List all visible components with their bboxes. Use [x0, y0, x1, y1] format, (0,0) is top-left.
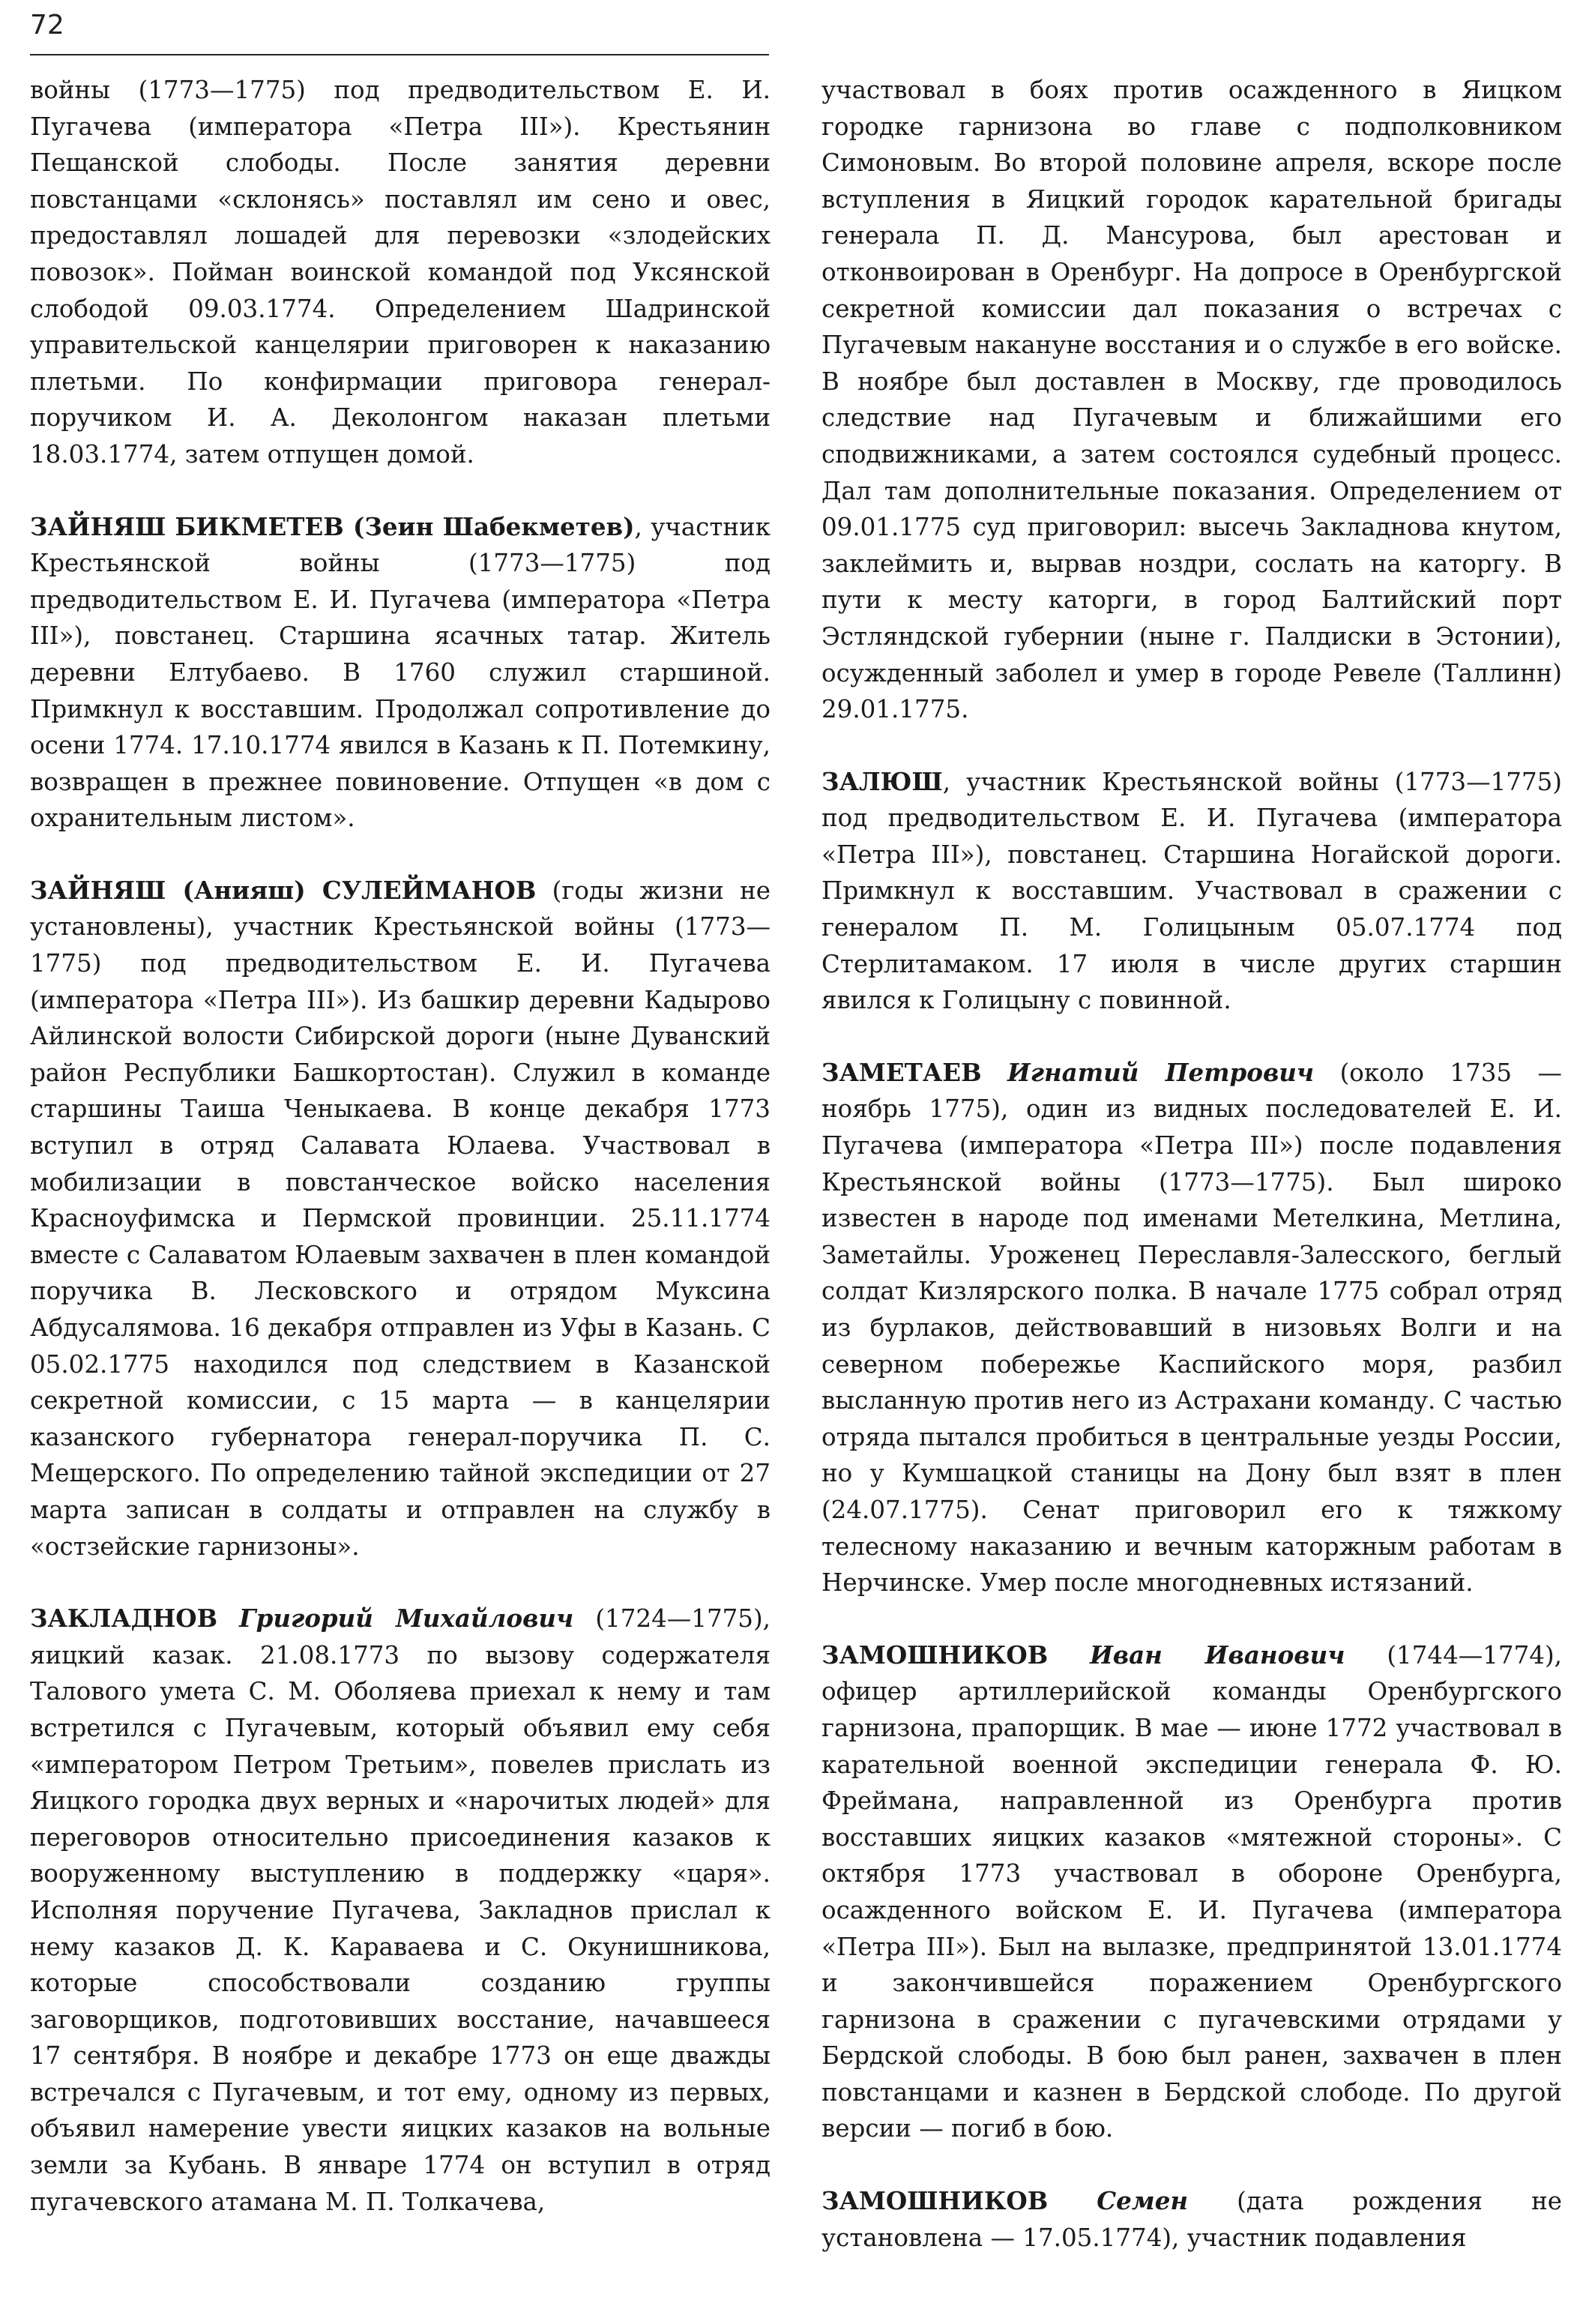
entry-headword: ЗАЙНЯШ БИКМЕТЕВ (Зеин Шабекметев)	[30, 511, 635, 541]
entry-body: (дата рождения не установлена — 17.05.1774), участник подавления	[821, 2187, 1562, 2252]
dictionary-entry	[821, 1637, 1562, 2147]
entry-body: войны (1773—1775) под предводительством Е. И. Пугачева (императора «Петра III»). Крестьянин Пещанской слободы. После занятия деревни повстанцами «склонясь» поставлял им сено и овес, предоставлял лошадей для перевозки «злодейских повозок». Пойман воинской командой под Уксянской слободой 09.03.1774. Определением Шадринской управительской канцелярии приговорен к наказанию плетьми. По конфирмации приговора генерал-поручиком И. А. Деколонгом наказан плетьми 18.03.1774, затем отпущен домой.	[30, 76, 771, 469]
entry-headword: ЗАМЕТАЕВ	[821, 1057, 982, 1087]
entry-headword: ЗАЛЮШ	[821, 766, 943, 796]
dictionary-entry	[30, 1601, 771, 2220]
entry-body: участник Крестьянской войны (1773—1775) под предводительством Е. И. Пугачева (императора «Петра III»), повстанец. Старшина Ногайской дороги. Примкнул к восставшим. Участвовал в сражении с генералом П. М. Голицыным 05.07.1774 под Стерлитамаком. 17 июля в числе других старшин явился к Голицыну с повинной.	[821, 767, 1562, 1015]
dictionary-entry: ЗАЙНЯШ БИКМЕТЕВ (Зеин Шабекметев), участник Крестьянской войны (1773—1775) под предводительством Е. И. Пугачева (императора «Петра III»), повстанец. Старшина ясачных татар. Житель деревни Елтубаево. В 1760 служил старшиной. Примкнул к восставшим. Продолжал сопротивление до осени 1774. 17.10.1774 явился в Казань к П. Потемкину, возвращен в прежнее повиновение. Отпущен «в дом с охранительным листом».	[30, 511, 771, 833]
dictionary-entry	[821, 2183, 1562, 2256]
dictionary-entry	[821, 1055, 1562, 1601]
entry-subname: Игнатий Петрович	[1007, 1057, 1315, 1087]
entry-body: участник Крестьянской войны (1773—1775) под предводительством Е. И. Пугачева (императора «Петра III»), повстанец. Старшина ясачных татар. Житель деревни Елтубаево. В 1760 служил старшиной. Примкнул к восставшим. Продолжал сопротивление до осени 1774. 17.10.1774 явился в Казань к П. Потемкину, возвращен в прежнее повиновение. Отпущен «в дом с охранительным листом».	[30, 512, 771, 833]
entry-headword: ЗАЙНЯШ (Анияш) СУЛЕЙМАНОВ	[30, 875, 537, 905]
entry-headword: ЗАМОШНИКОВ	[821, 1640, 1049, 1670]
entry-body: (1724—1775), яицкий казак. 21.08.1773 по вызову содержателя Талового умета С. М. Оболяева приехал к нему и там встретился с Пугачевым, который объявил ему себя «императором Петром Третьим», повелев прислать из Яицкого городка двух верных и «нарочитых людей» для переговоров относительно присоединения казаков к вооруженному выступлению в поддержку «царя». Исполняя поручение Пугачева, Закладнов прислал к нему казаков Д. К. Караваева и С. Окунишникова, которые способствовали созданию группы заговорщиков, подготовивших восстание, начавшееся 17 сентября. В ноябре и декабре 1773 он еще дважды встречался с Пугачевым, и тот ему, одному из первых, объявил намерение увести яицких казаков на вольные земли за Кубань. В январе 1774 он вступил в отряд пугачевского атамана М. П. Толкачева,	[30, 1604, 771, 2216]
right-column	[821, 72, 1562, 2314]
entry-body: (1744—1774), офицер артиллерийской команды Оренбургского гарнизона, прапорщик. В мае — июне 1772 участвовал в карательной военной экспедиции генерала Ф. Ю. Фреймана, направленной из Оренбурга против восставших яицких казаков «мятежной стороны». С октября 1773 участвовал в обороне Оренбурга, осажденного войском Е. И. Пугачева (императора «Петра III»). Был на вылазке, предпринятой 13.01.1774 и закончившейся поражением Оренбургского гарнизона в сражении с пугачевскими отрядами у Бердской слободы. В бою был ранен, захвачен в плен повстанцами и казнен в Бердской слободе. По другой версии — погиб в бою.	[821, 1640, 1562, 2143]
entry-body: участвовал в боях против осажденного в Яицком городке гарнизона во главе с подполковником Симоновым. Во второй половине апреля, вскоре после вступления в Яицкий городок карательной бригады генерала П. Д. Мансурова, был арестован и отконвоирован в Оренбург. На допросе в Оренбургской секретной комиссии дал показания о встречах с Пугачевым накануне восстания и о службе в его войске. В ноябре был доставлен в Москву, где проводилось следствие над Пугачевым и ближайшими его сподвижниками, а затем состоялся судебный процесс. Дал там дополнительные показания. Определением от 09.01.1775 суд приговорил: высечь Закладнова кнутом, заклеймить и, вырвав ноздри, сослать на каторгу. В пути к месту каторги, в город Балтийский порт Эстляндской губернии (ныне г. Палдиски в Эстонии), осужденный заболел и умер в городе Ревеле (Таллинн) 29.01.1775.	[821, 76, 1562, 724]
page-header	[30, 10, 769, 55]
entry-body: (около 1735 — ноябрь 1775), один из видных последователей Е. И. Пугачева (императора «Петра III») после подавления Крестьянской войны (1773—1775). Был широко известен в народе под именами Метелкина, Метлина, Заметайлы. Уроженец Переславля-Залесского, беглый солдат Кизлярского полка. В начале 1775 собрал отряд из бурлаков, действовавший в низовьях Волги и на северном побережье Каспийского моря, разбил высланную против него из Астрахани команду. С частью отряда пытался пробиться в центральные уезды России, но у Кумшацкой станицы на Дону был взят в плен (24.07.1775). Сенат приговорил его к тяжкому телесному наказанию и вечным каторжным работам в Нерчинске. Умер после многодневных истязаний.	[821, 1058, 1562, 1598]
entry-headword: ЗАКЛАДНОВ	[30, 1604, 218, 1634]
entry-headword: ЗАМОШНИКОВ	[821, 2186, 1049, 2216]
page-number: 72	[30, 10, 64, 40]
entry-body: (годы жизни не установлены), участник Крестьянской войны (1773—1775) под предводительством Е. И. Пугачева (императора «Петра III»). Из башкир деревни Кадырово Айлинской волости Сибирской дороги (ныне Дуванский район Республики Башкортостан). Служил в команде старшины Таиша Ченыкаева. В конце декабря 1773 вступил в отряд Салавата Юлаева. Участвовал в мобилизации в повстанческое войско населения Красноуфимска и Пермской провинции. 25.11.1774 вместе с Салаватом Юлаевым захвачен в плен командой поручика В. Лесковского и отрядом Муксина Абдусалямова. 16 декабря отправлен из Уфы в Казань. С 05.02.1775 находился под следствием в Казанской секретной комиссии, с 15 марта — в канцелярии казанского губернатора генерал-поручика П. С. Мещерского. По определению тайной экспедиции от 27 марта записан в солдаты и отправлен на службу в «остзейские гарнизоны».	[30, 876, 771, 1561]
left-column	[30, 72, 771, 2314]
dictionary-entry	[30, 873, 771, 1565]
entry-subname: Григорий Михайлович	[239, 1604, 574, 1634]
dictionary-entry: ЗАЛЮШ, участник Крестьянской войны (1773—1775) под предводительством Е. И. Пугачева (императора «Петра III»), повстанец. Старшина Ногайской дороги. Примкнул к восставшим. Участвовал в сражении с генералом П. М. Голицыным 05.07.1774 под Стерлитамаком. 17 июля в числе других старшин явился к Голицыну с повинной.	[821, 766, 1562, 1015]
entry-subname: Семен	[1097, 2186, 1189, 2216]
dictionary-entry-continued	[30, 72, 771, 473]
dictionary-entry-continued	[821, 72, 1562, 728]
entry-subname: Иван Иванович	[1090, 1640, 1345, 1670]
